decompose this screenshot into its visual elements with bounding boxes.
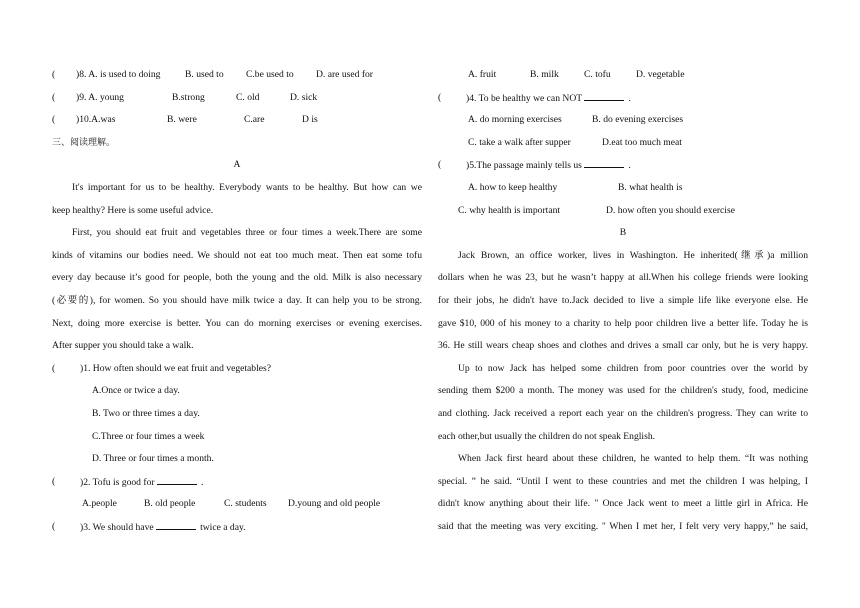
passage-a-line: (必要的), for women. So you should have milk twice a day. It can help you to be strong.: [52, 294, 422, 306]
left-column: [52, 64, 422, 538]
answer-option: B. Two or three times a day.: [92, 407, 200, 419]
passage-a-line: It's important for us to be healthy. Everybody wants to be healthy. But how can we: [72, 181, 422, 193]
answer-blank: [156, 516, 196, 530]
section-title: 三、阅读理解。: [52, 137, 116, 148]
answer-blank: [584, 87, 624, 101]
answer-blank: [157, 471, 197, 485]
passage-a-line: First, you should eat fruit and vegetables three or four times a week.There are some: [72, 227, 422, 239]
answer-blank: [584, 154, 624, 168]
passage-b-line: special. ” he said. “Until I went to these countries and met the children I was helping, I: [438, 475, 808, 487]
passage-a-line: Next, doing more exercise is better. You can do morning exercises or evening exercises.: [52, 317, 422, 329]
passage-b-line: for their jobs, he didn't have to.Jack decided to live a simple life like everyone else. He: [438, 294, 808, 306]
passage-b-line: dollars when he was 23, but he wasn’t happy at all.When his college friends were looking: [438, 272, 808, 284]
reading-question-1: ( )1. How often should we eat fruit and vegetables?: [52, 362, 272, 374]
passage-a: [52, 177, 422, 358]
passage-b: [438, 245, 808, 539]
reading-question-4-options: A. do morning exercises B. do evening exercises: [468, 114, 684, 126]
answer-option: A.Once or twice a day.: [92, 385, 180, 397]
passage-b-line: gave $10, 000 of his money to a charity to help poor children live a better life. Today he is: [438, 317, 808, 329]
passage-b-title: B: [619, 227, 627, 239]
answer-option: D. Three or four times a month.: [92, 453, 214, 465]
question-10: ( )10.A.was B. were C.are D is: [52, 114, 318, 126]
answer-option: C.Three or four times a week: [92, 430, 205, 442]
passage-a-line: every day because it’s good for people, both the young and the old. Milk is also necessary: [52, 272, 422, 284]
reading-question-3-options: A. fruit B. milk C. tofu D. vegetable: [468, 69, 685, 80]
passage-b-line: each other,but usually the children do not speak English.: [438, 430, 656, 442]
passage-a-line: keep healthy? Here is some useful advice.: [52, 204, 214, 216]
reading-question-3: ( )3. We should have twice a day.: [52, 516, 422, 539]
passage-b-line: Up to now Jack has helped some children from poor countries over the world by: [458, 362, 808, 374]
passage-b-line: sending them $200 a month. The money was used for the children's study, food, medicine: [438, 385, 808, 397]
right-column: [438, 64, 808, 538]
question-8: ( )8. A. is used to doing B. used to C.be used to D. are used for: [52, 69, 374, 80]
passage-b-line: Jack Brown, an office worker, lives in Washington. He inherited(继承)a million: [458, 249, 808, 261]
reading-question-5-options: A. how to keep healthy B. what health is: [468, 181, 683, 193]
passage-a-title: A: [233, 159, 241, 171]
question-9: ( )9. A. young B.strong C. old D. sick: [52, 91, 318, 103]
passage-a-line: kinds of vitamins our bodies need. We should not eat too much meat. Then eat some tofu: [52, 249, 422, 261]
passage-b-line: didn't know anything about their life. " Once Jack went to meet a little girl in Africa. He: [438, 498, 808, 510]
reading-question-4: ( )4. To be healthy we can NOT .: [438, 87, 808, 110]
reading-question-2-options: A.people B. old people C. students D.young and old people: [82, 498, 381, 510]
reading-question-2: ( )2. Tofu is good for .: [52, 471, 422, 494]
passage-a-line: After supper you should take a walk.: [52, 340, 194, 352]
passage-b-line: 36. He still wears cheap shoes and clothes and drives a small car only, but he is very happy.: [438, 340, 808, 352]
reading-question-5-options: C. why health is important D. how often you should exercise: [458, 204, 735, 216]
reading-question-5: ( )5.The passage mainly tells us .: [438, 154, 808, 177]
reading-question-4-options: C. take a walk after supper D.eat too much meat: [468, 136, 682, 148]
passage-b-line: When Jack first heard about these children, he wanted to help them. “It was nothing: [458, 453, 808, 465]
passage-b-line: said that the meeting was very exciting. " When I met her, I felt very very happy,” he said,: [438, 520, 808, 532]
passage-b-line: and clothing. Jack received a report each year on the children's progress. They can write to: [438, 407, 808, 419]
